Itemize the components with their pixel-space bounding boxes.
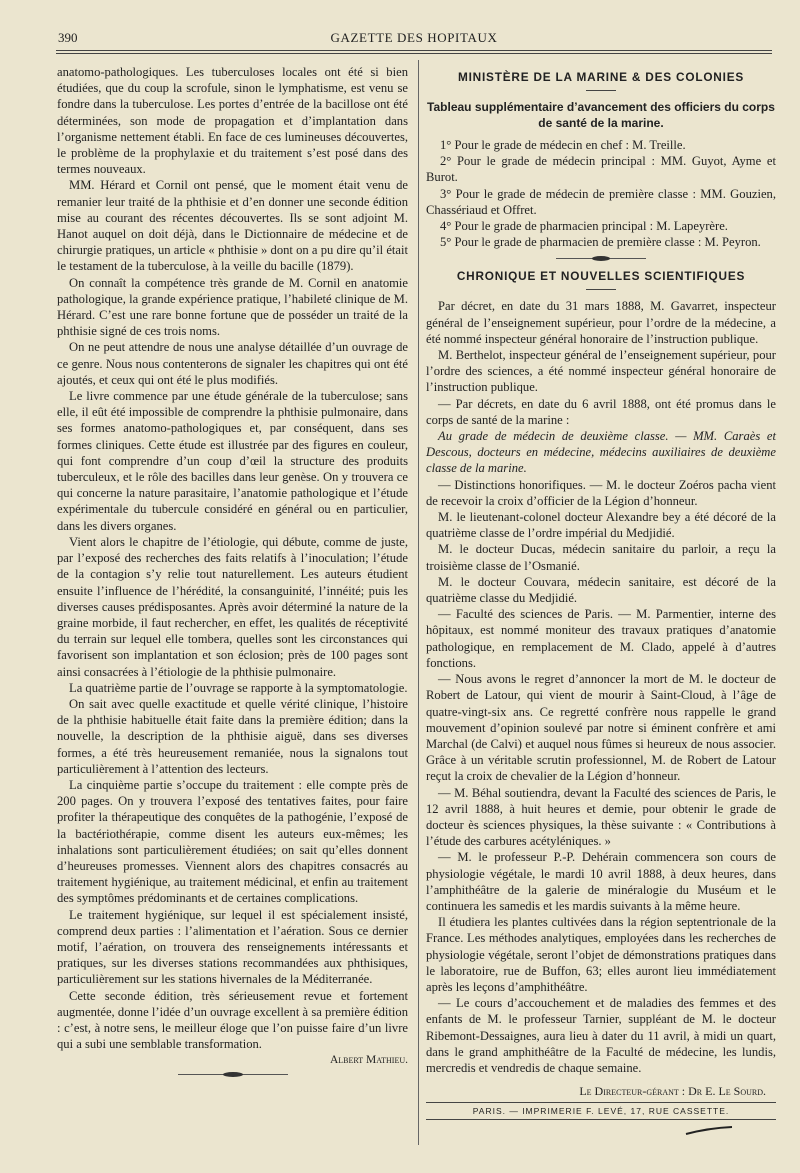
paragraph: anatomo-pathologiques. Les tuberculoses locales ont été si bien étudiées, que du coup la scrofule, sinon le lymphatisme, est venu se fondre dans la tuberculose. Les portes d’entrée de la bacillose ont été déterminées, son mode de propagation et d’implantation dans l’organisme nettement établi. En face de ces lumineuses découvertes, le problème de la prophylaxie et du traitement s’est posé dans des termes nouveaux. bbox=[57, 65, 408, 177]
list-item: 1° Pour le grade de médecin en chef : M. Treille. bbox=[440, 138, 686, 152]
right-column bbox=[426, 64, 776, 1141]
news-item: — M. Béhal soutiendra, devant la Faculté des sciences de Paris, le 12 avril 1888, à huit heures et demie, pour obtenir le grade de docteur ès sciences physiques, la thèse suivante : « Contributions à l’étude des carbures acétyléniques. » bbox=[426, 785, 776, 849]
imprint-rule bbox=[426, 1102, 776, 1103]
news-item: M. Berthelot, inspecteur général de l’enseignement supérieur, pour l’ordre des sciences, a été nommé inspecteur général honoraire de l’instruction publique. bbox=[426, 348, 776, 395]
list-item: 2° Pour le grade de médecin principal : MM. Guyot, Ayme et Burot. bbox=[426, 154, 776, 185]
promotion-list bbox=[426, 137, 776, 250]
news-item: — Par décrets, en date du 6 avril 1888, ont été promus dans le corps de santé de la marine : bbox=[426, 396, 776, 427]
page-header bbox=[56, 28, 772, 50]
column-divider bbox=[418, 60, 419, 1145]
news-item: — Nous avons le regret d’annoncer la mort de M. le docteur de Robert de Latour, qui vient de mourir à Saint-Cloud, à l’âge de quatre-vingt-six ans. Ce regretté confrère nous rappelle le grand mouvement d’opinion soulevé par notre si éminent confrère et ami Marchal (de Calvi) et auquel nous fûmes si heureux de nous associer. Grâce à un véritable scrutin professionnel, M. de Robert de Latour reçut la croix de chevalier de la Légion d’honneur. bbox=[426, 672, 776, 784]
section-title-ministry: MINISTÈRE DE LA MARINE & DES COLONIES bbox=[457, 70, 745, 84]
section-subtitle: Tableau supplémentaire d’avancement des officiers du corps de santé de la marine. bbox=[427, 100, 775, 130]
paragraph: Cette seconde édition, très sérieusement revue et fortement augmentée, donne l’idée d’un ouvrage excellent à sa première édition : c’est, à notre sens, le meilleur éloge que l’on puisse faire d’un livre qui a subi une semblable transformation. bbox=[57, 988, 408, 1052]
header-rule-double bbox=[56, 53, 772, 54]
section-rule bbox=[586, 90, 616, 91]
news-item: Au grade de médecin de deuxième classe. — MM. Caraès et Descous, docteurs en médecine, médecins auxiliaires de deuxième classe de la marine. bbox=[426, 429, 776, 476]
paragraph: Vient alors le chapitre de l’étiologie, qui débute, comme de juste, par l’exposé des recherches des faits relatifs à l’inoculation; l’étude de la contagion s’y relie tout naturellement. Les auteurs étudient ensuite l’influence de l’hérédité, la consanguinité, l’innéité; puis les diverses causes prédisposantes. Après avoir déterminé la nature de la graine morbide, il faut rechercher, en effet, les qualités de réceptivité du terrain sur lequel elle tombera, quelles sont les circonstances qui favorisent son implantation et son éclosion; près de 100 pages sont ainsi consacrées à l’étiologie de la phthisie pulmonaire. bbox=[57, 534, 408, 679]
section-title-chronicle: CHRONIQUE ET NOUVELLES SCIENTIFIQUES bbox=[456, 269, 746, 284]
imprint bbox=[426, 1084, 776, 1141]
list-item: 5° Pour le grade de pharmacien de première classe : M. Peyron. bbox=[440, 235, 761, 250]
paragraph: Le livre commence par une étude générale de la tuberculose; sans elle, il eût été impossible de comprendre la phthisie pulmonaire, dans ses formes anatomo-pathologiques et, par conséquent, dans ses formes cliniques. Cette étude est illustrée par des figures en couleur, qui font comprendre d’un coup d’œil la structure des produits tuberculeux, et le rôle des bacilles dans leur genèse. On y trouvera ce qui concerne la nature parasitaire, l’anatomie pathologique et l’étude expérimentale du tubercule considéré en général ou en particulier, dans les divers organes. bbox=[57, 389, 408, 533]
director-line: Le Directeur-gérant : Dr E. Le Sourd. bbox=[579, 1084, 766, 1099]
news-item: — Faculté des sciences de Paris. — M. Parmentier, interne des hôpitaux, est nommé moniteur des travaux pratiques d’anatomie pathologique, en remplacement de M. Clado, appelé à d’autres fonctions. bbox=[426, 607, 776, 670]
news-item: M. le docteur Couvara, médecin sanitaire, est décoré de la quatrième classe du Medjidié. bbox=[426, 574, 776, 606]
imprint-rule-bottom bbox=[426, 1119, 776, 1120]
journal-title: GAZETTE DES HOPITAUX bbox=[330, 30, 498, 45]
end-ornament bbox=[178, 1074, 288, 1075]
section-rule bbox=[586, 289, 616, 290]
author-signature: Albert Mathieu. bbox=[329, 1054, 408, 1067]
paragraph: On sait avec quelle exactitude et quelle vérité clinique, l’histoire de la phthisie habituelle était faite dans la première édition; dans la nouvelle, la description de la phthisie aiguë, dans ses diverses formes, a été très heureusement remaniée, nous la signalons tout particulièrement à l’attention des lecteurs. bbox=[57, 696, 408, 776]
paragraph: La quatrième partie de l’ouvrage se rapporte à la symptomatologie. bbox=[69, 680, 408, 695]
left-column bbox=[57, 64, 408, 1075]
news-item: M. le docteur Ducas, médecin sanitaire du parloir, a reçu la troisième classe de l’Osmanié. bbox=[426, 542, 776, 573]
news-item: Il étudiera les plantes cultivées dans la région septentrionale de la France. Les méthodes analytiques, employées dans les recherches de physiologie végétale, seront l’objet de démonstrations pratiques dans le laboratoire, rue de Buffon, 63; elles auront lieu immédiatement après les leçons d’amphithéâtre. bbox=[426, 915, 776, 994]
paragraph: Le traitement hygiénique, sur lequel il est spécialement insisté, comprend deux parties : l’alimentation et l’aération. Sous ce dernier motif, l’aération, on trouvera des renseignements intéressants et pratiques, sur les diverses stations recommandées aux phthisiques, particulièrement sur les stations hivernales de la Méditerranée. bbox=[57, 907, 408, 987]
paragraph: La cinquième partie s’occupe du traitement : elle compte près de 200 pages. On y trouvera l’exposé des tentatives faites, pour faire profiter la thérapeutique des conquêtes de la pathogénie, l’exposé de la bactériothérapie, comme disent les auteurs eux-mêmes; les inhalations sont particulièrement étudiées; on sait qu’elles donnent d’heureuses promesses. Viennent alors des chapitres consacrés au traitement hygiénique, au traitement médicinal, et enfin au traitement des symptômes prédominants et de certaines complications. bbox=[57, 777, 408, 906]
paragraph: On connaît la compétence très grande de M. Cornil en anatomie pathologique, la grande expérience pratique, l’habileté clinique de M. Hérard. C’est une rare bonne fortune que de posséder un traité de la phthisie signé de ces trois noms. bbox=[57, 275, 408, 339]
paragraph: MM. Hérard et Cornil ont pensé, que le moment était venu de remanier leur traité de la phthisie et d’en donner une seconde édition mise au courant des récentes découvertes. Ils se sont adjoint M. Hanot auquel on doit déjà, dans le Dictionnaire de médecine et de chirurgie pratiques, un article « phthisie » dont on a pu dire qu’il était le testament de la tuberculose, à la veille du bacille (1879). bbox=[57, 178, 408, 274]
list-item: 3° Pour le grade de médecin de première classe : MM. Gouzien, Chassériaud et Offret. bbox=[426, 186, 776, 217]
news-item: Par décret, en date du 31 mars 1888, M. Gavarret, inspecteur général de l’enseignement supérieur, pour l’ordre de la médecine, a été nommé inspecteur général honoraire de l’instruction publique. bbox=[426, 299, 776, 346]
header-rule bbox=[56, 50, 772, 51]
printer-line: PARIS. — IMPRIMERIE F. LEVÉ, 17, RUE CASSETTE. bbox=[472, 1106, 730, 1117]
section-ornament bbox=[556, 258, 646, 259]
news-item: — M. le professeur P.-P. Dehérain commencera son cours de physiologie végétale, le mardi 10 avril 1888, à deux heures, dans l’amphithéâtre de la galerie de minéralogie du Muséum et le continuera les samedis et les mardis suivants à la même heure. bbox=[426, 850, 776, 913]
list-item: 4° Pour le grade de pharmacien principal : M. Lapeyrère. bbox=[440, 219, 728, 234]
news-item: — Distinctions honorifiques. — M. le docteur Zoéros pacha vient de recevoir la croix d’officier de la Légion d’honneur. bbox=[426, 477, 776, 508]
paragraph: On ne peut attendre de nous une analyse détaillée d’un ouvrage de ce genre. Nous nous contenterons de signaler les chapitres qui ont été ajoutés, et ceux qui ont été le plus modifiés. bbox=[57, 340, 408, 387]
page-number: 390 bbox=[58, 30, 78, 45]
news-item: M. le lieutenant-colonel docteur Alexandre bey a été décoré de la quatrième classe de l’ordre impérial du Medjidié. bbox=[426, 510, 776, 541]
news-item: — Le cours d’accouchement et de maladies des femmes et des enfants de M. le professeur Tarnier, suppléant de M. le docteur Ribemont-Dessaignes, aura lieu à dater du 11 avril, à midi un quart, dans le grand amphithéâtre de la Faculté de médecine, les lundis, mercredis et vendredis de chaque semaine. bbox=[426, 996, 776, 1075]
pen-stroke-mark bbox=[684, 1126, 734, 1136]
